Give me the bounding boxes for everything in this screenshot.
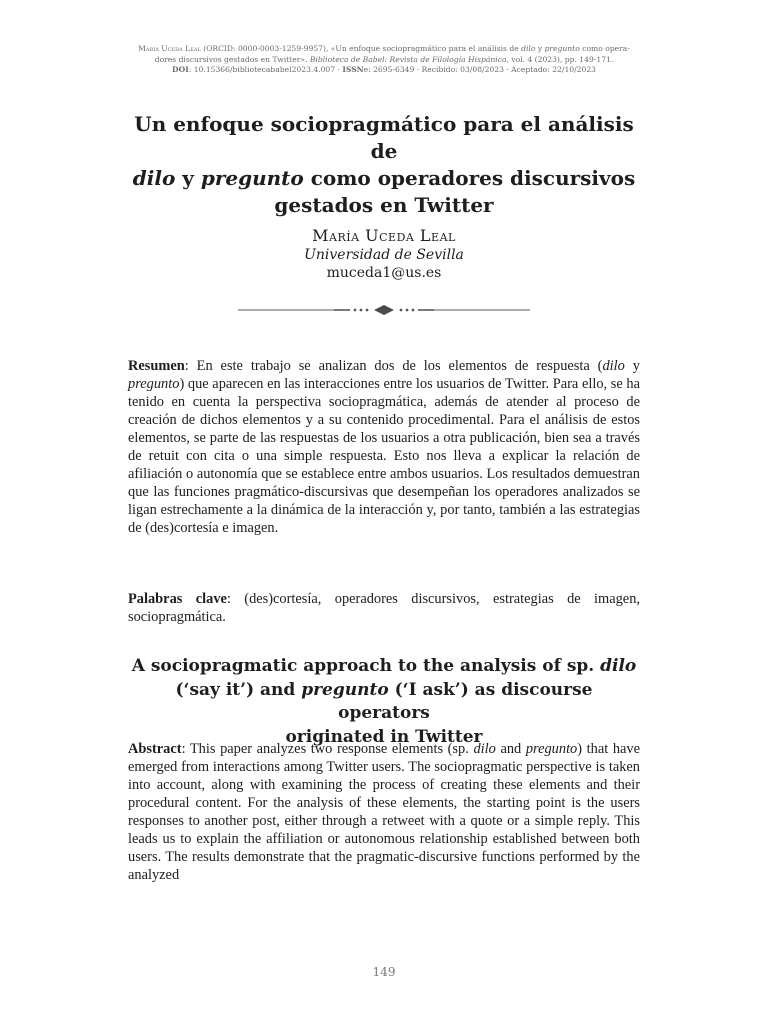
abstract-term-pregunto: pregunto bbox=[525, 741, 578, 757]
en-title-term-pregunto: pregunto bbox=[301, 679, 389, 700]
title-term-dilo: dilo bbox=[132, 166, 176, 190]
abstract-label: Abstract bbox=[128, 741, 182, 757]
abstract-text-1: : This paper analyzes two response elements (sp. bbox=[181, 741, 469, 757]
en-title-line-2a: (‘say it’) and bbox=[175, 679, 296, 700]
title-line-1: Un enfoque sociopragmático para el análisis de bbox=[134, 112, 634, 163]
citation-header bbox=[128, 44, 640, 76]
citation-rest: como opera- dores discursivos gestados en Twitter». bbox=[154, 44, 630, 64]
citation-y: y bbox=[537, 44, 543, 53]
resumen-paragraph bbox=[128, 357, 640, 537]
page-number: 149 bbox=[372, 965, 396, 979]
citation-doi: : 10.15366/bibliotecababel2023.4.007 · bbox=[188, 65, 343, 74]
abstract-text-2: ) that have emerged from interactions among Twitter users. The sociopragmatic perspective is taken into account, along with examining the process of creating these elements and their procedural content. For the analysis of these elements, the starting point is the users responses to another post, either through a retweet with a quote or a simple reply. This leads us to explain the affiliation or autonomous relationship established between both users. The results demonstrate that the pragmatic-discursive functions performed by the analyzed bbox=[128, 741, 640, 883]
en-title-term-dilo: dilo bbox=[600, 656, 637, 676]
citation-term-dilo: dilo bbox=[521, 44, 536, 53]
diamond-divider-icon bbox=[238, 302, 530, 318]
title-line-2: como operadores discursivos bbox=[310, 166, 636, 190]
en-title-line-1: A sociopragmatic approach to the analysis of sp. bbox=[131, 656, 595, 676]
author-email[interactable]: muceda1@us.es bbox=[326, 265, 442, 281]
author-name: María Uceda Leal bbox=[312, 226, 456, 245]
abstract-paragraph bbox=[128, 740, 640, 884]
abstract-term-dilo: dilo bbox=[473, 741, 496, 757]
resumen-text-2: ) que aparecen en las interacciones entre los usuarios de Twitter. Para ello, se ha tenido en cuenta la perspectiva sociopragmática, además de atender al proceso de creación de dichos elementos y a su contenido procedimental. Para el análisis de estos elementos, se parte de las respuestas de los usuarios a otra publicación, bien sea a través de retuit con cita o una simple respuesta. Esto nos lleva a explicar la relación de afiliación o autonomía que se establece entre ambos usuarios. Los resultados demuestran que las funciones pragmático-discursivas que desempeñan los operadores analizados se ligan estrechamente a la dinámica de la interacción y, por tanto, también a las estrategias de (des)cortesía e imagen. bbox=[128, 376, 640, 536]
resumen-term-dilo: dilo bbox=[602, 358, 625, 374]
citation-doi-label: DOI bbox=[172, 65, 189, 74]
resumen-term-pregunto: pregunto bbox=[128, 376, 180, 392]
citation-issn-label: ISSN bbox=[342, 65, 364, 74]
citation-volume: , vol. 4 (2023), pp. 149-171. bbox=[506, 54, 614, 64]
en-title-line-2b: (‘I ask’) as discourse operators bbox=[338, 679, 593, 723]
title-y: y bbox=[182, 166, 194, 190]
resumen-y: y bbox=[632, 358, 640, 374]
en-title-line-3: originated in Twitter bbox=[285, 726, 483, 747]
keywords-text: : (des)cortesía, operadores discursivos, estrategias de imagen, sociopragmática. bbox=[128, 591, 640, 625]
resumen-text-1: : En este trabajo se analizan dos de los elementos de respuesta ( bbox=[184, 358, 603, 374]
keywords-paragraph bbox=[128, 590, 640, 626]
citation-orcid: (ORCID: 0000-0003-1259-9957), «Un enfoque sociopragmático para el análisis de bbox=[203, 44, 519, 53]
article-title bbox=[128, 111, 640, 219]
title-term-pregunto: pregunto bbox=[200, 166, 304, 190]
author-affiliation: Universidad de Sevilla bbox=[304, 247, 464, 263]
title-line-3: gestados en Twitter bbox=[274, 193, 494, 217]
author-block bbox=[128, 226, 640, 283]
citation-issn: e: 2695-6349 · Recibido: 03/08/2023 · Aceptado: 22/10/2023 bbox=[363, 65, 596, 74]
resumen-label: Resumen bbox=[128, 358, 185, 374]
keywords-label: Palabras clave bbox=[128, 591, 227, 607]
english-title bbox=[128, 655, 640, 749]
citation-journal: Biblioteca de Babel: Revista de Filología Hispánica bbox=[309, 54, 507, 64]
abstract-and: and bbox=[500, 741, 522, 757]
citation-term-pregunto: pregunto bbox=[544, 44, 580, 53]
citation-author: María Uceda Leal bbox=[138, 44, 201, 53]
